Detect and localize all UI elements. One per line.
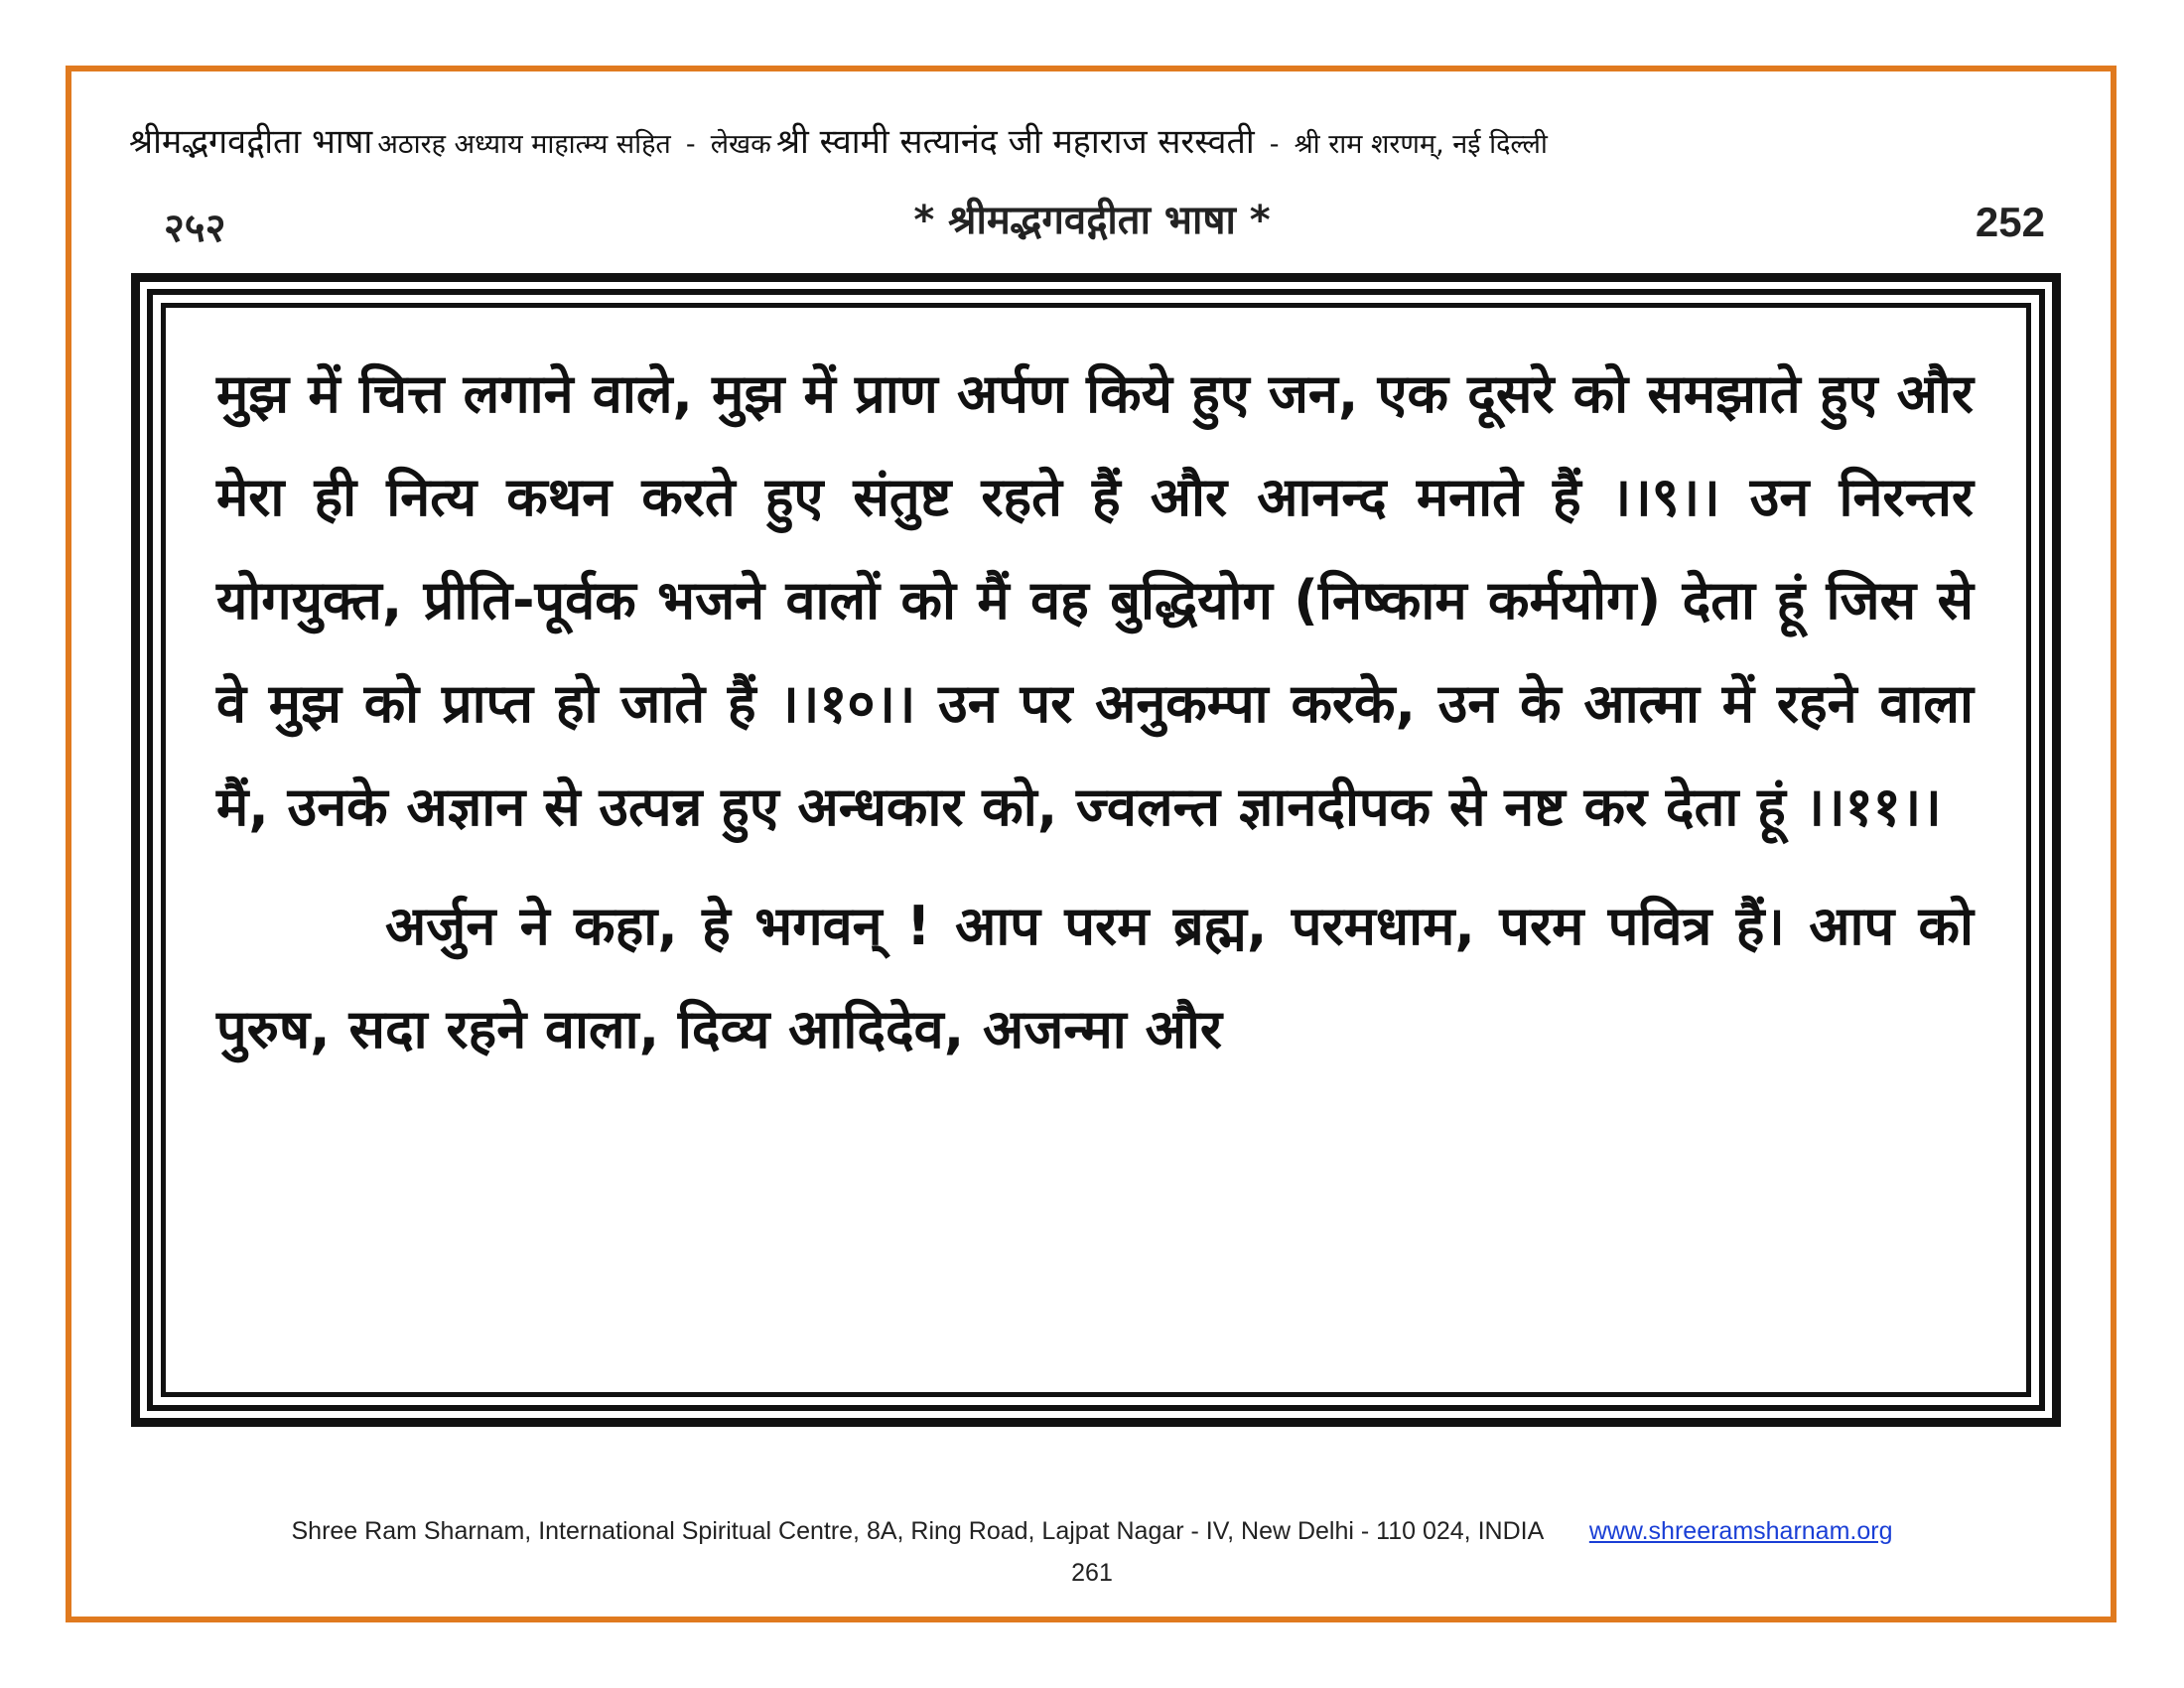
website-link[interactable]: www.shreeramsharnam.org: [1588, 1517, 1893, 1545]
verse-text-block: [216, 343, 1974, 1081]
verse-paragraph: अर्जुन ने कहा, हे भगवन् ! आप परम ब्रह्म, परमधाम, परम पवित्र हैं। आप को पुरुष, सदा रहने वाला, दिव्य आदिदेव, अजन्मा और: [216, 895, 1974, 1060]
document-header: [129, 117, 2065, 163]
footer-page-number: 261: [1071, 1559, 1113, 1587]
verse-paragraph: मुझ में चित्त लगाने वाले, मुझ में प्राण अर्पण किये हुए जन, एक दूसरे को समझाते हुए और मेरा ही नित्य कथन करते हुए संतुष्ट रहते हैं और आनन्द मनाते हैं ।।९।। उन निरन्तर योगयुक्त, प्रीति-पूर्वक भजने वालों को मैं वह बुद्धियोग (निष्काम कर्मयोग) देता हूं जिस से वे मुझ को प्राप्त हो जाते हैं ।।१०।। उन पर अनुकम्पा करके, उन के आत्मा में रहने वाला मैं, उनके अज्ञान से उत्पन्न हुए अन्धकार को, ज्वलन्त ज्ञानदीपक से नष्ट कर देता हूं ।।११।।: [216, 362, 1974, 838]
publisher-name: श्री राम शरणम्, नई दिल्ली: [1294, 129, 1548, 160]
author-name: श्री स्वामी सत्यानंद जी महाराज सरस्वती: [775, 122, 1255, 162]
header-separator: -: [685, 129, 696, 160]
running-title: * श्रीमद्भगवद्गीता भाषा *: [913, 198, 1271, 243]
page-number-arabic: 252: [1975, 199, 2045, 245]
author-prefix: लेखक: [710, 129, 771, 160]
footer-address: Shree Ram Sharnam, International Spiritual Centre, 8A, Ring Road, Lajpat Nagar - IV, New Delhi - 110 024, INDIA: [291, 1517, 1543, 1545]
book-title: श्रीमद्भगवद्गीता भाषा: [129, 122, 373, 162]
book-subtitle: अठारह अध्याय माहात्म्य सहित: [377, 129, 671, 160]
header-separator: -: [1269, 129, 1280, 160]
footer-address-line: [0, 1517, 2184, 1546]
page-number-devanagari: २५२: [164, 206, 226, 251]
